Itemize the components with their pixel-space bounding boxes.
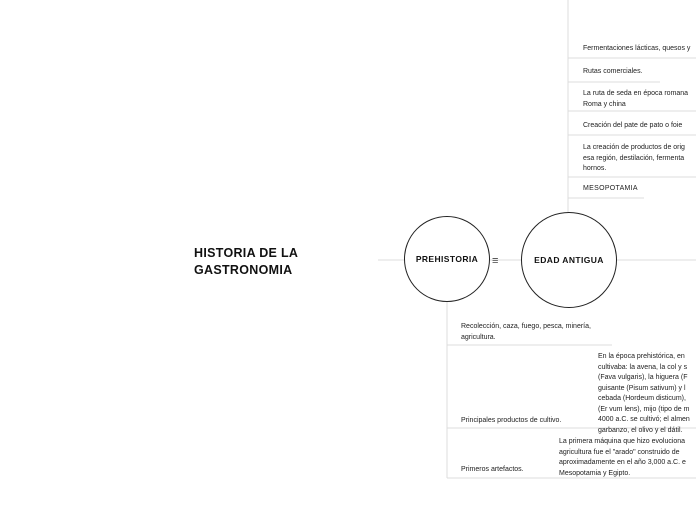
- topic-primeros-artefactos-detail[interactable]: La primera máquina que hizo evoluciona agricultura fue el "arado" construido de aproximadamente en el año 3,000 a.C. e Mesopotamia y Egipto.: [559, 438, 686, 477]
- root-title[interactable]: HISTORIA DE LA GASTRONOMIA: [194, 246, 298, 277]
- topic-recoleccion[interactable]: Recolección, caza, fuego, pesca, minería, agricultura.: [461, 323, 591, 341]
- topic-productos-origen[interactable]: La creación de productos de orig esa región, destilación, fermenta hornos.: [583, 144, 685, 172]
- topic-primeros-artefactos[interactable]: Primeros artefactos.: [461, 466, 524, 473]
- node-prehistoria[interactable]: [404, 216, 490, 302]
- topic-mesopotamia[interactable]: MESOPOTAMIA: [583, 185, 638, 192]
- topic-ruta-seda[interactable]: La ruta de seda en época romana Roma y china: [583, 90, 689, 108]
- node-edad-antigua-label: EDAD ANTIGUA: [534, 255, 604, 265]
- topic-productos-cultivo[interactable]: Principales productos de cultivo.: [461, 417, 562, 424]
- topic-rutas-comerciales[interactable]: Rutas comerciales.: [583, 68, 643, 75]
- topic-foie[interactable]: Creación del pate de pato o foie: [583, 122, 683, 129]
- hamburger-icon[interactable]: ≡: [492, 255, 499, 267]
- node-prehistoria-label: PREHISTORIA: [415, 254, 479, 264]
- topic-fermentaciones[interactable]: Fermentaciones lácticas, quesos y: [583, 45, 691, 52]
- topic-productos-cultivo-detail[interactable]: En la época prehistórica, en cultivaba: la avena, la col y s (Fava vulgaris), la higuera (F guisante (Pisum sativum) y l cebada (Hordeum disticum), (Er vum lens), mijo (tipo de m 4000 a.C. se cultivó; el almen garbanzo, el olivo y el dátil.: [598, 353, 690, 434]
- node-edad-antigua[interactable]: [521, 212, 617, 308]
